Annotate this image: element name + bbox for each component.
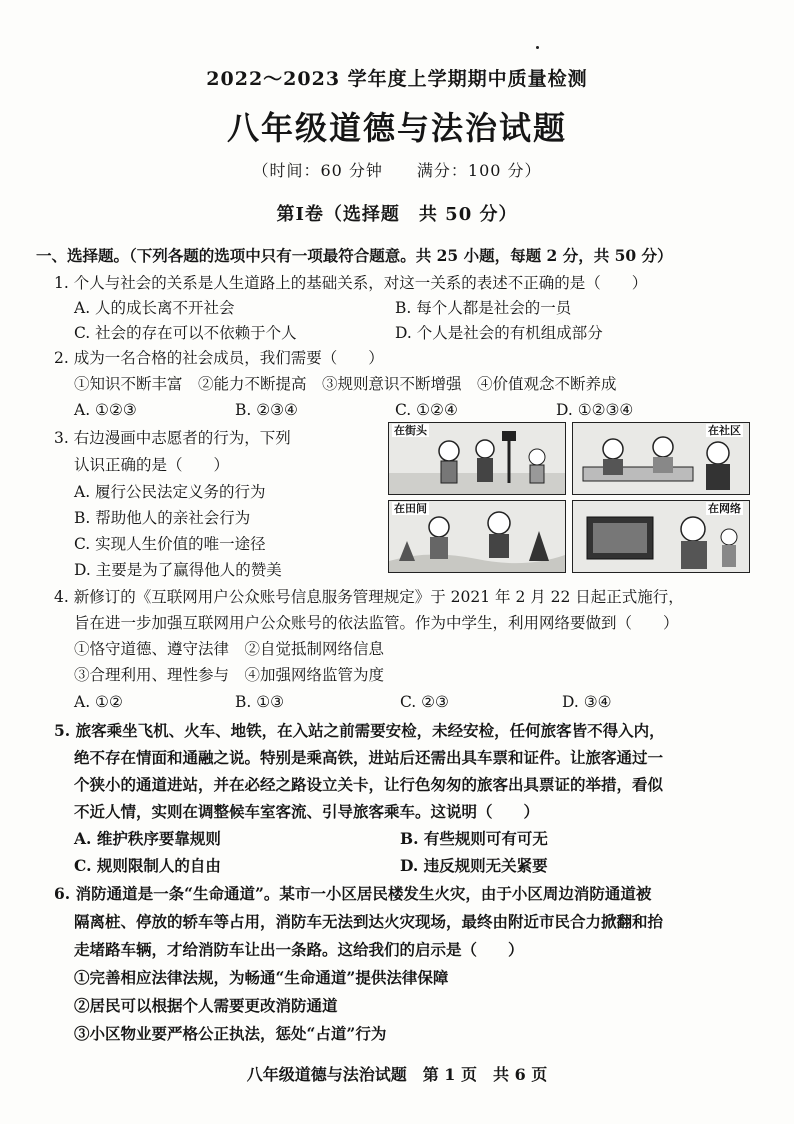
q4-option-c: C. ②③ — [400, 693, 449, 711]
q1-option-b: B. 每个人都是社会的一员 — [395, 299, 572, 317]
q2-option-a: A. ①②③ — [74, 401, 137, 419]
cartoon-panel-street — [388, 422, 566, 495]
part-heading: 第Ⅰ卷（选择题 共 50 分） — [276, 204, 518, 225]
q5-line1: 5. 旅客乘坐飞机、火车、地铁，在入站之前需要安检，未经安检，任何旅客皆不得入内， — [54, 721, 665, 740]
q6-line1: 6. 消防通道是一条“生命通道”。某市一小区居民楼发生火灾，由于小区周边消防通道被 — [54, 884, 652, 903]
q1-option-c: C. 社会的存在可以不依赖于个人 — [74, 324, 297, 342]
q4-option-d: D. ③④ — [562, 693, 612, 711]
q6-item2: ②居民可以根据个人需要更改消防通道 — [74, 996, 338, 1015]
page-footer: 八年级道德与法治试题 第 1 页 共 6 页 — [246, 1065, 548, 1084]
cartoon-panel-community — [572, 422, 750, 495]
q3-option-a: A. 履行公民法定义务的行为 — [74, 483, 266, 501]
q2-items: ①知识不断丰富 ②能力不断提高 ③规则意识不断增强 ④价值观念不断养成 — [74, 375, 617, 393]
q1-stem: 1. 个人与社会的关系是人生道路上的基础关系，对这一关系的表述不正确的是（ ） — [54, 274, 648, 292]
q3-option-b: B. 帮助他人的亲社会行为 — [74, 509, 251, 527]
cartoon-panel-field — [388, 500, 566, 573]
page-title: 八年级道德与法治试题 — [226, 109, 567, 147]
q4-line3: ①恪守道德、遵守法律 ②自觉抵制网络信息 — [74, 640, 385, 658]
q5-line2: 绝不存在情面和通融之说。特别是乘高铁，进站后还需出具车票和证件。让旅客通过一 — [74, 748, 664, 767]
scan-dot — [536, 46, 539, 49]
q1-option-a: A. 人的成长离不开社会 — [74, 299, 235, 317]
time-info: （时间：60 分钟 满分：100 分） — [252, 161, 542, 180]
q4-line2: 旨在进一步加强互联网用户公众账号的依法监管。作为中学生，利用网络要做到（ ） — [74, 614, 679, 632]
q6-line2: 隔离桩、停放的轿车等占用，消防车无法到达火灾现场，最终由附近市民合力掀翻和抬 — [74, 912, 664, 931]
q6-item1: ①完善相应法律法规，为畅通“生命通道”提供法律保障 — [74, 968, 449, 987]
q6-item3: ③小区物业要严格公正执法，惩处“占道”行为 — [74, 1024, 387, 1043]
q5-option-d: D. 违反规则无关紧要 — [400, 856, 548, 875]
panel-label-street: 在街头 — [394, 424, 427, 437]
q2-stem: 2. 成为一名合格的社会成员，我们需要（ ） — [54, 349, 384, 367]
exam-period: 2022～2023 学年度上学期期中质量检测 — [206, 68, 588, 90]
q3-stem-line2: 认识正确的是（ ） — [74, 456, 230, 474]
q4-line4: ③合理利用、理性参与 ④加强网络监管为度 — [74, 666, 385, 684]
q3-option-d: D. 主要是为了赢得他人的赞美 — [74, 561, 282, 579]
volunteer-cartoon — [388, 422, 750, 572]
panel-label-field: 在田间 — [394, 502, 427, 515]
q4-line1: 4. 新修订的《互联网用户公众账号信息服务管理规定》于 2021 年 2 月 22 日起正式施行， — [54, 588, 684, 606]
q5-line3: 个狭小的通道进站，并在必经之路设立关卡，让行色匆匆的旅客出具票证的举措，看似 — [74, 775, 664, 794]
q6-line3: 走堵路车辆，才给消防车让出一条路。这给我们的启示是（ ） — [74, 940, 524, 959]
q2-option-c: C. ①②④ — [395, 401, 458, 419]
q3-stem-line1: 3. 右边漫画中志愿者的行为，下列 — [54, 429, 291, 447]
q5-option-c: C. 规则限制人的自由 — [74, 856, 221, 875]
panel-label-internet: 在网络 — [708, 502, 741, 515]
section-heading: 一、选择题。（下列各题的选项中只有一项最符合题意。共 25 小题，每题 2 分，共 50 分） — [36, 246, 673, 265]
q5-option-a: A. 维护秩序要靠规则 — [74, 829, 221, 848]
q4-option-a: A. ①② — [74, 693, 123, 711]
cartoon-panel-internet — [572, 500, 750, 573]
panel-label-community: 在社区 — [708, 424, 741, 437]
q5-option-b: B. 有些规则可有可无 — [400, 829, 548, 848]
q1-option-d: D. 个人是社会的有机组成部分 — [395, 324, 603, 342]
q3-option-c: C. 实现人生价值的唯一途径 — [74, 535, 266, 553]
q4-option-b: B. ①③ — [235, 693, 285, 711]
q5-line4: 不近人情，实则在调整候车室客流、引导旅客乘车。这说明（ ） — [74, 802, 540, 821]
q2-option-b: B. ②③④ — [235, 401, 298, 419]
q2-option-d: D. ①②③④ — [556, 401, 634, 419]
